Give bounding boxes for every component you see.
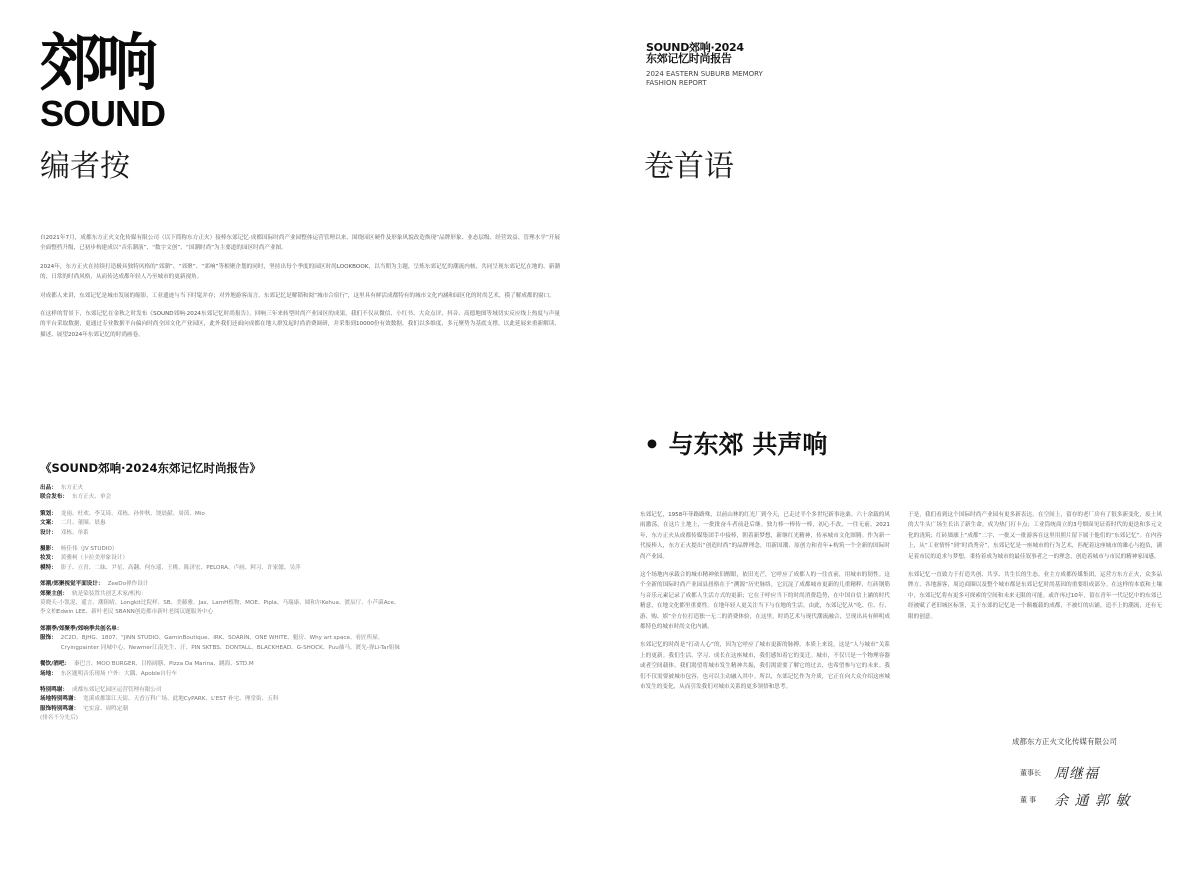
foreword-paragraph: 这个场地内承载合的城市精神依旧醒眼，依旧光芒，它呼应了成都人的一往直前，用城市的韧性。这个全新的国际时尚产业园县扭格在于“溯源”历史脉络，它沉淀了成都城市更新的几重精粹，红砖钢筋与音乐元素记录了成都人生活方式的更新；它在于呼应当下的时尚消费趋势，在中国自信上涵的时代精意，在地文化都里重要性。在地年轻人更关注当下与在地的生活。由此，东郊记忆从“吃、住、行、游、购、娱”全方位打造独一无二的消费体验，在这里，时尚艺术与现代潮流融合，呈现出具有鲜明成都特色的城市时尚文化内涵。 xyxy=(640,572,890,631)
credit-label: 妆发： xyxy=(40,555,57,562)
editor-note-heading: 编者按 xyxy=(40,149,130,184)
credit-value: 杨佳伟（JV STUDIO） xyxy=(60,546,118,553)
credit-value: 2C2D、BJHG、1807、"JINN STUDIO、GaminBoutique、IRK、SOARIN、ONE WHITE、魁房、Why art space、看匠所屋、Cryingpainter 同城中心、Newmer江南先生、汗、PIN SKTBS、DONTALL、BLACKHEAD、G-SHOCK、Puu抽马、渡光-弹Li-Tar姐妹 xyxy=(60,635,400,651)
credit-label: 餐饮/酒吧： xyxy=(40,661,71,668)
credit-value: 东区题明音乐现场 户外：大隅、Apoble自行车 xyxy=(60,670,178,677)
foreword-heading: 卷首语 xyxy=(644,149,734,184)
credit-label: 摄影： xyxy=(40,546,57,553)
chairman-signature: 周继福 xyxy=(1054,766,1099,782)
header-title-line: 东郊记忆时尚报告 xyxy=(646,52,732,65)
credit-value: 宅实富、周鸣定制 xyxy=(83,705,128,712)
credit-label: 服饰： xyxy=(40,635,57,642)
report-title: 《SOUND郊响·2024东郊记忆时尚报告》 xyxy=(40,461,261,475)
signature-director xyxy=(1020,790,1130,810)
foreword-slogan: • 与东郊 共声响 xyxy=(644,430,828,459)
logo-english: SOUND xyxy=(40,93,166,134)
credit-value: 黄雅柯（卡拉美形象设计） xyxy=(60,555,128,562)
credit-label: 联合发布： xyxy=(40,494,68,501)
credits-group xyxy=(40,580,400,618)
credit-label: 文案： xyxy=(40,520,57,527)
editor-note-paragraph: 在这样的背景下，东郊记忆在金秋之时发布《SOUND郊响·2024东郊记忆时尚报告》，回响三年来转型时尚产业园区的成果。我们不仅从微信、小红书、大众点评、抖音、高德地图等域切实反应线上热度与声量的平台采取数据，更通过专业数据平台偏向时尚全国文化产业园区，此外我们还面向成都在地人群发起时尚消费调研，并采集到10000份有效数据。我们以多维度、多元聚势为基底支撑，以此延展来重新解读、描述、展望2024年东郊记忆的时尚画卷。 xyxy=(40,311,560,338)
credit-value: 影子、立青、二妹、尹星、高翻、何东遥、王桃、陈济宏、PELORA、卢画、阿习、许家懿、吴萍 xyxy=(60,564,301,571)
credit-label: 郊聚主创： xyxy=(40,590,68,597)
credit-label: 出品： xyxy=(40,485,57,491)
editor-note-body xyxy=(40,233,560,348)
credit-value: 东方正火、单会 xyxy=(71,494,112,501)
credit-value: 东方正火 xyxy=(60,485,84,491)
credits-group xyxy=(40,686,400,724)
credits-group xyxy=(40,545,400,573)
credit-label: 场地： xyxy=(40,670,57,677)
chairman-title: 董事长 xyxy=(1020,769,1041,777)
director-signature: 余 通 郭 敏 xyxy=(1054,793,1131,809)
director-title: 董 事 xyxy=(1020,796,1037,804)
credit-label: 场地特别鸣谢： xyxy=(40,696,80,703)
credit-label: 服饰特别鸣谢： xyxy=(40,705,80,712)
editor-note-paragraph: 自2021年7月，成都东方正火文化传媒有限公司（以下简称东方正火）接棒东郊记忆·成都国际时尚产业园整体运营管理以来，围绕园区硬件及形象风貌改造焕现“品牌形象、业态层级、经营效益、管理水平”开展全面整档升级，已初步构建成以“音乐潮演”、“数字文创”、“国潮时尚”为主要道的园区时尚产业图。 xyxy=(40,235,560,252)
credits-group xyxy=(40,510,400,538)
credits-note: (排名不分先后) xyxy=(40,715,78,722)
credit-value: 宽溪成都第江天街、天香万科广场、此地CyPARK、L'EST 补宅、理堂街、五科 xyxy=(83,696,279,703)
report-header-subtitle xyxy=(646,70,806,87)
credit-value: 邓栋、单系 xyxy=(60,529,89,536)
credit-value: 龙雨、杜欢、李艾琦、邓栋、孙仲秋、饶晨献、周茵、Mio xyxy=(60,510,205,517)
credit-label: 特别鸣谢： xyxy=(40,686,68,693)
credits-group xyxy=(40,660,400,679)
foreword-column-2 xyxy=(908,510,1162,630)
credit-value: 秦巴言、MOO BURGER、目格阔膳、Pizza Da Marina、跳海、STD.M xyxy=(74,661,254,668)
credit-label: 郊潮季/郊聚季/郊响季共创名单： xyxy=(40,625,123,632)
logo-chinese: 郊响 xyxy=(40,26,153,99)
credit-value: 轨是染装置共创艺术家/机构： xyxy=(71,590,147,597)
credit-value: ZeeDo禅作设计 xyxy=(107,581,149,588)
header-subtitle-line: FASHION REPORT xyxy=(646,78,707,87)
header-title-line: SOUND郊响·2024 xyxy=(646,41,744,54)
editor-note-paragraph: 对成都人来讲，东郊记忆是城市发展的缩影，工业遗迹与当下时髦并存；对外地游客而言，东郊记忆是解锁和阅“城市合宿行”，这里具有鲜活成都特有的城市文化内涵和园区化的时尚艺术，摸了解成都的窗口。 xyxy=(40,292,555,299)
foreword-paragraph: 于是，我们看到这个国际时尚产业园有更多新表达。在空间上，留存的老厂房有了很多新变化，废土风的大牛头广场生长出了新生命，成为热门打卡点；工业筒统商立的3号烟囱见证着时代的更迭和多元文化的浇筑；红砖墙廓上“成都”二字，一批又一批游客在这里用照片留下属于他们的“东郊记忆”。在内容上，从“工业情怀”到“时尚秀旁”，东郊记忆是一座城市的行为艺术，匹配着这座城市的雄心与抱负，满足着市民的追求与梦想，秉持着成为城市的最佳叙事者之一的理念，创造着城市与市民的精神家园感。 xyxy=(908,512,1162,560)
credits-group xyxy=(40,625,400,653)
foreword-paragraph: 东郊记忆一直致力于打造共创、共享、共生长的生态。业主方成都传媒集团，运营方东方正火，众多品牌方、各地游客，周边商圈以及整个城市都是东郊记忆时尚基因的重要组成部分。在这样的本底和土壤中，东郊记忆将有更多可探索的空间和未来无限的可能。或许再过10年，留在青年一代记忆中的东郊已经被赋了老旧城区标签，关于东郊的记忆是一个颠覆载的成都，不被灯的店铺，追不上的潮流，还有无限的创意。 xyxy=(908,572,1162,620)
credit-value: 二月、董圈、晨惠 xyxy=(60,520,106,527)
credit-label: 模特： xyxy=(40,564,57,571)
signature-chairman xyxy=(1020,763,1099,783)
header-subtitle-line: 2024 EASTERN SUBURB MEMORY xyxy=(646,70,763,78)
editor-note-paragraph: 2024年，东方正火在持续打造极具独特风格的“郊潮”、“郊聚”、“郊响”等相聚企划的同时，坚持出每个季度的园区时尚LOOKBOOK，以当期为主题，呈炼东郊记忆的潮流内核，共同呈现东郊记忆在地的、新潮的、日常的时尚风格，从而传达成都年轻人乃至城市的更新视角。 xyxy=(40,263,560,281)
credits-group xyxy=(40,484,400,503)
foreword-column-1 xyxy=(640,510,890,701)
credit-label: 设计： xyxy=(40,529,57,536)
credits-list xyxy=(40,484,400,731)
foreword-paragraph: 东郊记忆的时尚是“打动人心”的，因为它呼应了城市更新的脉搏。本质上来说，这是“人与城市”关系上的更新。我们生活、学习、成长在这座城市，我们感知着它的变迁。城市，不仅只是一个物理容器或者空间载体，我们渴望将城市发生精神共振，我们渴需要了解它的过去，也希望参与它的未来。我们不仅需要被城市包容，也可以主动融入其中。所以，东郊记忆作为介质，它正在向大众介绍这座城市发生的变化，从而引发我们对城市关系的更多领悟和思考。 xyxy=(640,642,890,691)
report-header-title xyxy=(646,42,744,64)
credit-label: 郊潮/郊聚视觉平面设计： xyxy=(40,581,104,588)
credit-value: 成都东郊记忆园区运营管理有限公司 xyxy=(71,686,162,693)
signature-company: 成都东方正火文化传媒有限公司 xyxy=(1012,737,1117,746)
foreword-paragraph: 东郊记忆，1958年菲路路殊，以前山林的红光厂到今天，已走过半个多世纪新事沧桑。六十余载的风雨激荡，在这片土地上，一批批奋斗者前赴后继。独力棒一棒传一棒，初心不改，一往无前。2021年，东方正火从成都传媒集团手中接棒，朝着新梦想，新继红光精神，传承城市文化图腾。作为新一代接棒人，东方正火提出“创造时尚”的品牌理念，用新国潮、原创力和青年+构筑一个全新的国际时尚产业园。 xyxy=(640,512,890,560)
credit-label: 策划： xyxy=(40,510,57,517)
credit-value: 莫晓天-小凯泥、遥言、潮阻晴、Longkit比院样、SB、美藤雅、Jas、LamH植物、MOE、Pipla、马瑞康、圆和尔Kehua、渡辰厅、小芦菌Ace、李文柏Edwin LEE、新叶老民 SBANN创造都市新叶老阅议题服务中心 xyxy=(40,600,400,616)
